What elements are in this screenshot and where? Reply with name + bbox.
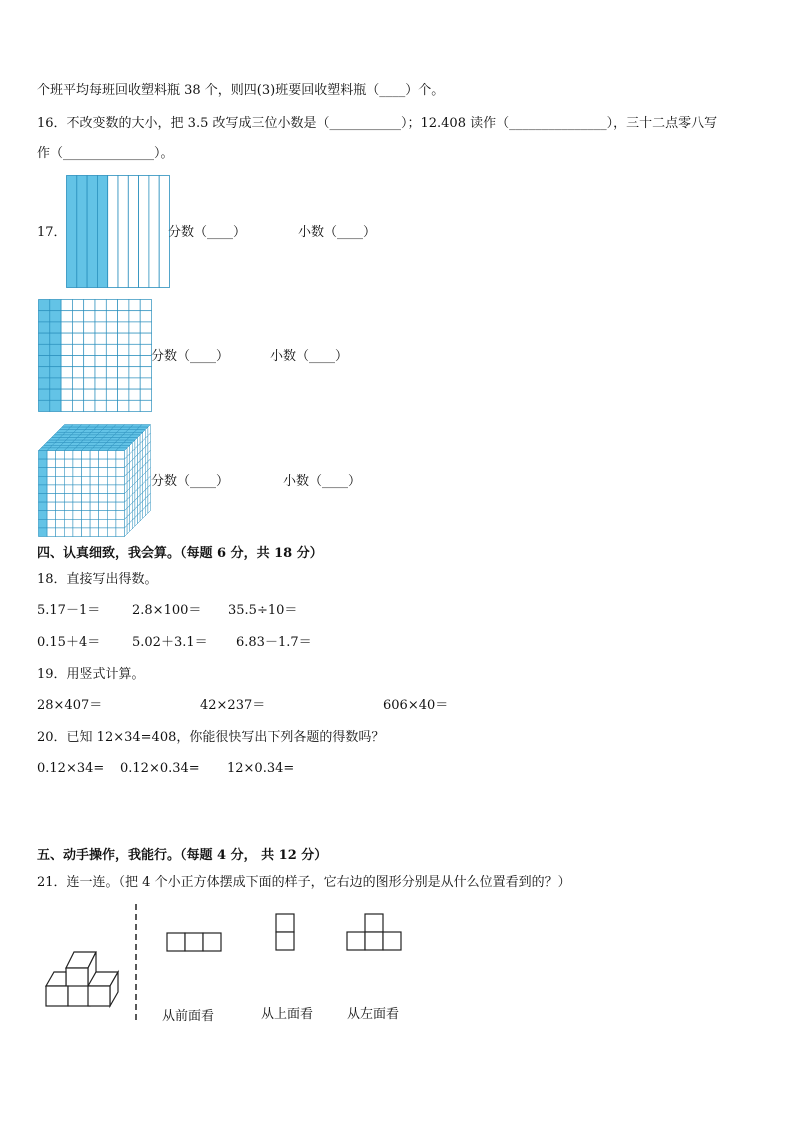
- q16-line2: 作（______________）。: [37, 146, 174, 161]
- q20-item: 0.12×0.34=: [120, 761, 200, 776]
- view-label-left: 从左面看: [347, 1007, 400, 1022]
- view-label-top: 从上面看: [261, 1007, 314, 1022]
- q18-item: 5.17－1＝: [37, 603, 101, 618]
- thousand-cube-figure: [38, 424, 152, 538]
- q19-title: 19．用竖式计算。: [37, 667, 145, 682]
- q18-title: 18．直接写出得数。: [37, 572, 158, 587]
- section5-title: 五、动手操作，我能行。（每题 4 分， 共 12 分）: [37, 848, 328, 863]
- tenths-strip-figure: [66, 175, 170, 288]
- q20-title: 20．已知 12×34=408，你能很快写出下列各题的得数吗？: [37, 730, 385, 745]
- q18-item: 5.02＋3.1＝: [132, 635, 208, 650]
- q18-item: 6.83－1.7＝: [236, 635, 312, 650]
- hundredths-grid-figure: [38, 299, 152, 412]
- dashed-divider: [134, 904, 138, 1024]
- q17-row2-decimal: 小数（____）: [270, 349, 349, 364]
- q17-number: 17．: [37, 225, 67, 240]
- q21-title: 21．连一连。（把 4 个小正方体摆成下面的样子，它右边的图形分别是从什么位置看到的？）: [37, 875, 571, 890]
- view-label-front: 从前面看: [162, 1009, 215, 1024]
- q20-item: 12×0.34=: [227, 761, 295, 776]
- q19-item: 42×237＝: [200, 698, 266, 713]
- q18-item: 2.8×100＝: [132, 603, 202, 618]
- q19-item: 28×407＝: [37, 698, 103, 713]
- q20-item: 0.12×34=: [37, 761, 105, 776]
- section4-title: 四、认真细致，我会算。（每题 6 分，共 18 分）: [37, 546, 323, 561]
- q17-row3-decimal: 小数（____）: [283, 474, 362, 489]
- view-three-in-row: [166, 932, 222, 952]
- view-two-stacked: [275, 913, 295, 952]
- stacked-cubes-figure: [44, 950, 124, 1010]
- q16-line1: 16．不改变数的大小，把 3.5 改写成三位小数是（___________）；12.408 读作（_______________），三十二点零八写: [37, 116, 718, 131]
- q17-row2-fraction: 分数（____）: [151, 349, 230, 364]
- q17-row1-decimal: 小数（____）: [298, 225, 377, 240]
- view-t-shape: [346, 913, 402, 952]
- q17-row3-fraction: 分数（____）: [151, 474, 230, 489]
- q17-row1-fraction: 分数（____）: [168, 225, 247, 240]
- q18-item: 0.15＋4＝: [37, 635, 101, 650]
- q18-item: 35.5÷10＝: [228, 603, 298, 618]
- q15-tail: 个班平均每班回收塑料瓶 38 个，则四(3)班要回收塑料瓶（____）个。: [37, 83, 445, 98]
- q19-item: 606×40＝: [383, 698, 449, 713]
